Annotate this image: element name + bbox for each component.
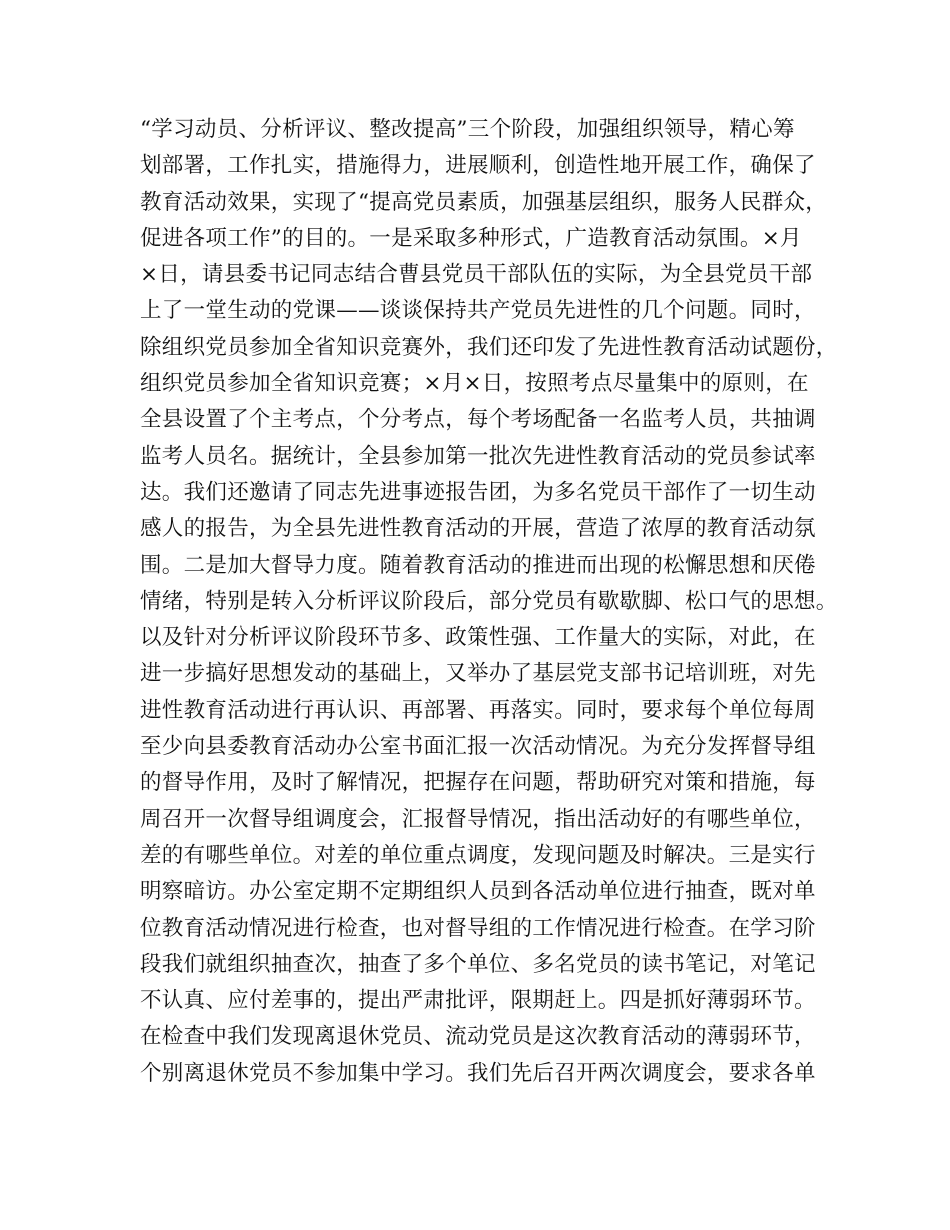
text-line: 感人的报告，为全县先进性教育活动的开展，营造了浓厚的教育活动氛 — [140, 516, 816, 542]
text-line: 围。二是加大督导力度。随着教育活动的推进而出现的松懈思想和厌倦 — [140, 552, 816, 578]
text-line: 促进各项工作”的目的。一是采取多种形式，广造教育活动氛围。×月 — [140, 225, 802, 251]
text-line: 明察暗访。办公室定期不定期组织人员到各活动单位进行抽查，既对单 — [140, 879, 816, 905]
text-line: 不认真、应付差事的，提出严肃批评，限期赶上。四是抓好薄弱环节。 — [140, 988, 816, 1014]
text-line: 段我们就组织抽查次，抽查了多个单位、多名党员的读书笔记，对笔记 — [140, 951, 816, 977]
text-line: 以及针对分析评议阶段环节多、政策性强、工作量大的实际，对此，在 — [140, 625, 816, 651]
text-line: 周召开一次督导组调度会，汇报督导情况，指出活动好的有哪些单位， — [140, 806, 816, 832]
text-line: 上了一堂生动的党课——谈谈保持共产党员先进性的几个问题。同时， — [140, 298, 816, 324]
text-line: 除组织党员参加全省知识竞赛外，我们还印发了先进性教育活动试题份， — [140, 334, 838, 360]
text-line: 监考人员名。据统计，全县参加第一批次先进性教育活动的党员参试率 — [140, 443, 816, 469]
text-line: 差的有哪些单位。对差的单位重点调度，发现问题及时解决。三是实行 — [140, 842, 816, 868]
text-line: 的督导作用，及时了解情况，把握存在问题，帮助研究对策和措施，每 — [140, 770, 816, 796]
text-line: ×日，请县委书记同志结合曹县党员干部队伍的实际，为全县党员干部 — [140, 262, 813, 288]
text-line: 教育活动效果，实现了“提高党员素质，加强基层组织，服务人民群众， — [140, 189, 828, 215]
text-line: 划部署，工作扎实，措施得力，进展顺利，创造性地开展工作，确保了 — [140, 153, 816, 179]
text-line: 达。我们还邀请了同志先进事迹报告团，为多名党员干部作了一切生动 — [140, 479, 816, 505]
body-paragraph — [140, 112, 840, 1092]
text-line: 至少向县委教育活动办公室书面汇报一次活动情况。为充分发挥督导组 — [140, 734, 816, 760]
text-line: 全县设置了个主考点，个分考点，每个考场配备一名监考人员，共抽调 — [140, 407, 816, 433]
text-line: 位教育活动情况进行检查，也对督导组的工作情况进行检查。在学习阶 — [140, 915, 816, 941]
text-line: “学习动员、分析评议、整改提高”三个阶段，加强组织领导，精心筹 — [140, 117, 795, 142]
text-line: 在检查中我们发现离退休党员、流动党员是这次教育活动的薄弱环节， — [140, 1024, 816, 1050]
text-line: 组织党员参加全省知识竞赛；×月×日，按照考点尽量集中的原则，在 — [140, 371, 809, 397]
text-line: 进性教育活动进行再认识、再部署、再落实。同时，要求每个单位每周 — [140, 697, 816, 723]
text-line: 进一步搞好思想发动的基础上，又举办了基层党支部书记培训班，对先 — [140, 661, 816, 687]
text-line: 情绪，特别是转入分析评议阶段后，部分党员有歇歇脚、松口气的思想。 — [140, 588, 838, 614]
text-line: 个别离退休党员不参加集中学习。我们先后召开两次调度会，要求各单 — [140, 1060, 816, 1086]
